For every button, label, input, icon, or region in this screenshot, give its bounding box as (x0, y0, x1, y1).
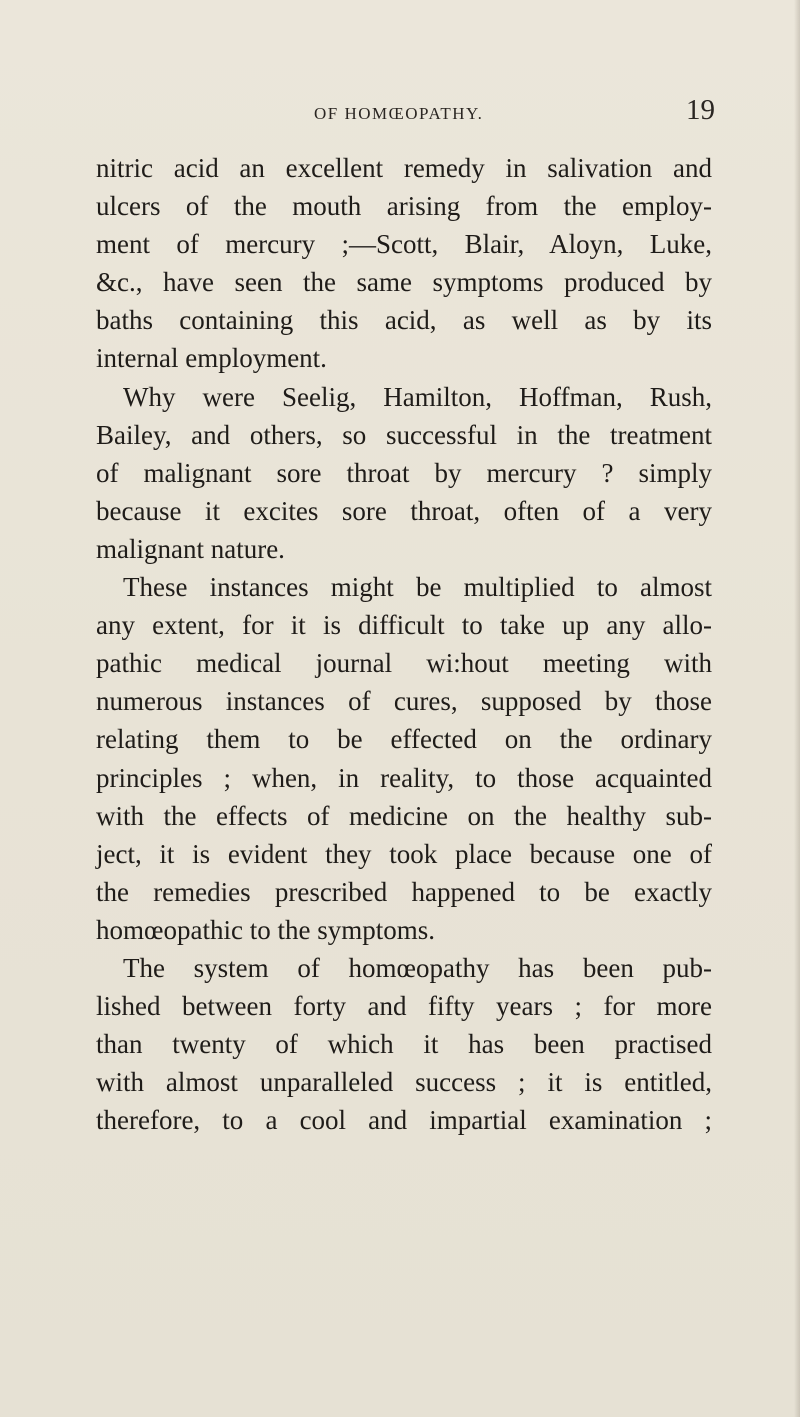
text-line: numerous instances of cures, supposed by those (96, 686, 712, 717)
text-line: pathic medical journal wi:hout meeting with (96, 648, 712, 679)
text-line: internal employment. (96, 343, 327, 374)
text-line: the remedies prescribed happened to be exactly (96, 876, 712, 907)
text-line: ment of mercury ;—Scott, Blair, Aloyn, Luke, (96, 229, 712, 260)
text-line: principles ; when, in reality, to those acquainted (96, 762, 712, 793)
text-line: malignant nature. (96, 533, 285, 564)
text-line: &c., have seen the same symptoms produced by (96, 267, 712, 298)
paragraph-start-line: Why were Seelig, Hamilton, Hoffman, Rush, (123, 381, 712, 412)
text-line: ulcers of the mouth arising from the employ- (96, 191, 712, 222)
text-line: because it excites sore throat, often of a very (96, 495, 712, 526)
running-head: OF HOMŒOPATHY. (314, 104, 484, 123)
text-line: homœopathic to the symptoms. (96, 914, 435, 945)
text-line: lished between forty and fifty years ; for more (96, 991, 712, 1022)
page-edge-shadow (794, 0, 800, 1417)
paragraph-start-line: These instances might be multiplied to almost (123, 572, 712, 603)
text-line: relating them to be effected on the ordinary (96, 724, 712, 755)
text-line: of malignant sore throat by mercury ? simply (96, 457, 712, 488)
text-line: ject, it is evident they took place because one of (96, 838, 712, 869)
text-line: with almost unparalleled success ; it is entitled, (96, 1067, 712, 1098)
text-line: with the effects of medicine on the healthy sub- (96, 800, 712, 831)
paragraph-start-line: The system of homœopathy has been pub- (123, 952, 712, 983)
text-line: baths containing this acid, as well as by its (96, 305, 712, 336)
text-line: than twenty of which it has been practised (96, 1029, 712, 1060)
text-line: any extent, for it is difficult to take up any allo- (96, 610, 712, 641)
page-number: 19 (686, 94, 715, 126)
text-line: nitric acid an excellent remedy in salivation and (96, 153, 712, 183)
text-line: Bailey, and others, so successful in the treatment (96, 419, 712, 450)
text-line: therefore, to a cool and impartial examination ; (96, 1105, 712, 1136)
body-text (96, 149, 712, 1139)
